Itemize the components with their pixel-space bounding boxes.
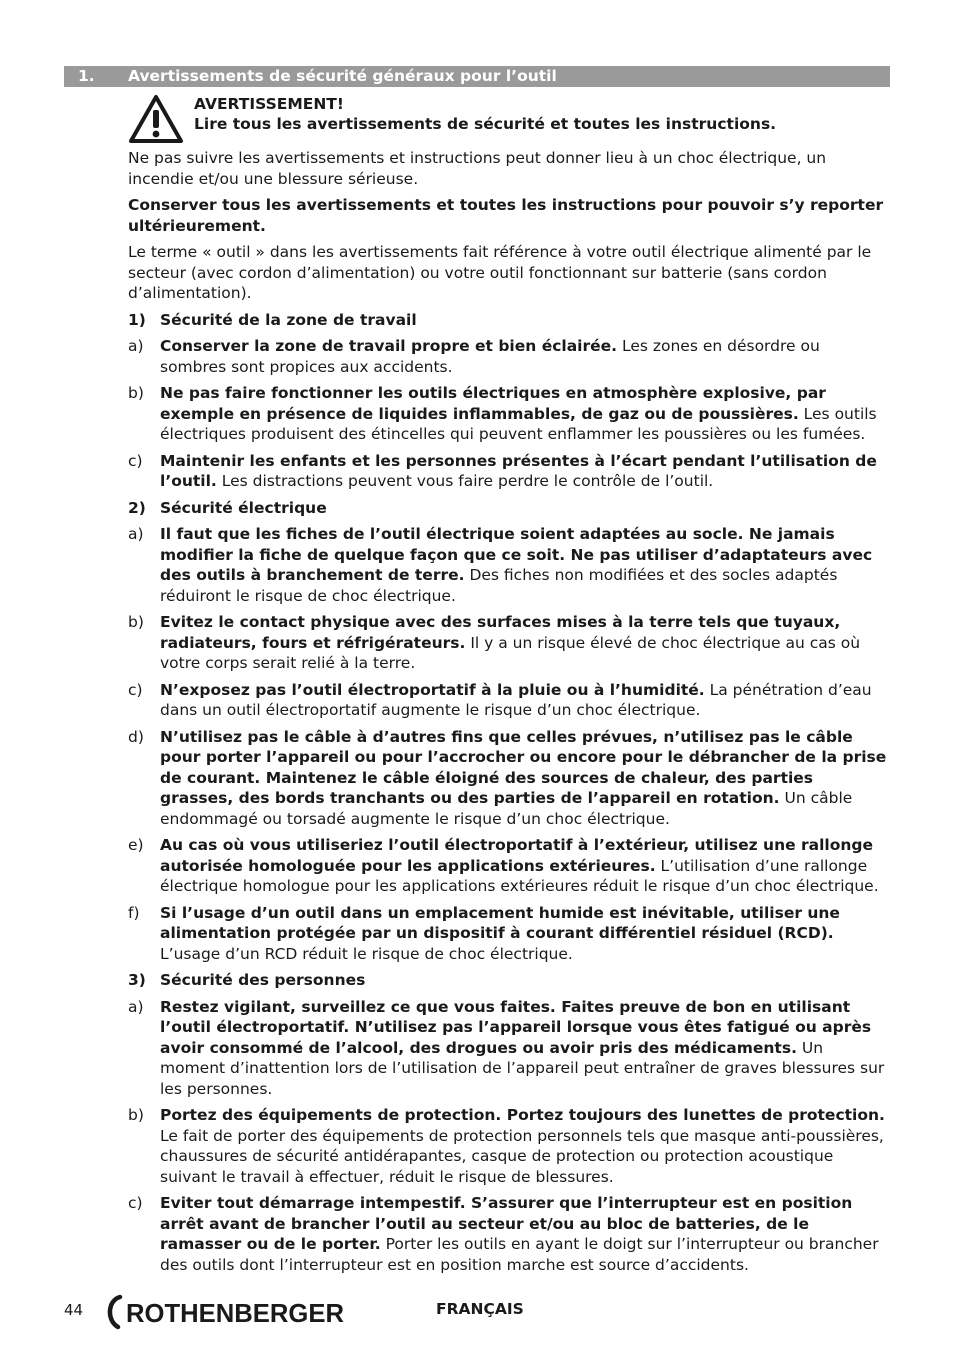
page-footer	[0, 1290, 954, 1340]
item-text: Porter les outils en ayant le doigt sur l’interrupteur ou brancher des outils dont l’interrupteur est en position marche est source d’accidents.	[160, 1235, 879, 1274]
item-text: L’usage d’un RCD réduit le risque de choc électrique.	[160, 944, 573, 963]
item-text: Un câble endommagé ou torsadé augmente le risque d’un choc électrique.	[160, 789, 853, 828]
list-item	[128, 524, 890, 606]
item-text: Les zones en désordre ou sombres sont propices aux accidents.	[160, 337, 820, 376]
item-text: La pénétration d’eau dans un outil électroportatif augmente le risque d’un choc électrique.	[160, 680, 872, 719]
list-item	[128, 336, 890, 377]
item-bold-text: N’utilisez pas le câble à d’autres fins que celles prévues, n’utilisez pas le câble pour porter l’appareil ou pour l’accrocher ou encore pour le débrancher de la prise de courant. Maintenez le câble éloigné des sources de chaleur, des parties grasses, des bords tranchants ou des parties de l’appareil en rotation.	[160, 727, 887, 807]
list-item	[128, 835, 890, 897]
warning-triangle-icon	[128, 94, 184, 144]
list-item	[128, 451, 890, 492]
section-heading: Sécurité électrique	[160, 498, 327, 517]
item-letter: f)	[128, 903, 140, 922]
item-letter: a)	[128, 525, 144, 543]
list-item	[128, 1193, 890, 1275]
language-label: FRANÇAIS	[436, 1300, 524, 1318]
list-item	[128, 997, 890, 1100]
item-letter: c)	[128, 1194, 143, 1212]
item-letter: b)	[128, 613, 144, 631]
item-text: Il y a un risque élevé de choc électrique au cas où votre corps serait relié à la terre.	[160, 633, 861, 672]
item-bold-text: Si l’usage d’un outil dans un emplacement humide est inévitable, utiliser une alimentation protégée par un dispositif à courant différentiel résiduel (RCD).	[160, 903, 840, 942]
item-bold-text: Conserver la zone de travail propre et bien éclairée.	[160, 337, 618, 355]
section-work-area	[128, 310, 890, 331]
logo-text: ROTHENBERGER	[126, 1298, 345, 1328]
page-number: 44	[64, 1301, 84, 1319]
warning-block	[194, 94, 884, 134]
item-bold-text: Evitez le contact physique avec des surfaces mises à la terre tels que tuyaux, radiateurs, fours et réfrigérateurs.	[160, 613, 841, 652]
rothenberger-logo	[104, 1294, 349, 1330]
section-heading: Sécurité des personnes	[160, 971, 366, 989]
list-item	[128, 680, 890, 721]
main-content	[128, 148, 890, 1281]
item-text: Les distractions peuvent vous faire perdre le contrôle de l’outil.	[216, 472, 714, 490]
item-text: Les outils électriques produisent des étincelles qui peuvent enflammer les poussières ou les fumées.	[160, 404, 877, 443]
item-bold-text: Au cas où vous utiliseriez l’outil électroportatif à l’extérieur, utilisez une rallonge autorisée homologuée pour les applications extérieures.	[160, 836, 874, 875]
item-bold-text: Ne pas faire fonctionner les outils électriques en atmosphère explosive, par exemple en présence de liquides inflammables, de gaz ou de poussières.	[160, 384, 826, 423]
list-item	[128, 383, 890, 445]
item-letter: e)	[128, 836, 144, 854]
section-header-bar	[64, 66, 890, 87]
section-title: Avertissements de sécurité généraux pour l’outil	[128, 67, 557, 85]
item-letter: c)	[128, 451, 143, 470]
item-bold-text: Il faut que les fiches de l’outil électrique soient adaptées au socle. Ne jamais modifier la fiche de quelque façon que ce soit. Ne pas utiliser d’adaptateurs avec des outils à branchement de terre.	[160, 525, 873, 584]
item-letter: d)	[128, 727, 144, 746]
list-item	[128, 612, 890, 674]
item-letter: a)	[128, 997, 144, 1016]
item-text: L’utilisation d’une rallonge électrique homologue pour les applications extérieures réduit le risque d’un choc électrique.	[160, 856, 879, 895]
warning-title: AVERTISSEMENT!	[194, 95, 344, 113]
section-number: 2)	[128, 498, 146, 517]
section-personal-safety	[128, 970, 890, 991]
section-number: 1.	[78, 67, 95, 85]
item-bold-text: Restez vigilant, surveillez ce que vous faites. Faites preuve de bon en utilisant l’outil électroportatif. N’utilisez pas l’appareil lorsque vous êtes fatigué ou après avoir consommé de l’alcool, des drogues ou avoir pris des médicaments.	[160, 997, 872, 1057]
intro-paragraph-2: Conserver tous les avertissements et toutes les instructions pour pouvoir s’y reporter ultérieurement.	[128, 196, 884, 235]
item-bold-text: Eviter tout démarrage intempestif. S’assurer que l’interrupteur est en position arrêt avant de brancher l’outil au secteur et/ou au bloc de batteries, de le ramasser ou de le porter.	[160, 1194, 853, 1253]
item-letter: b)	[128, 384, 144, 402]
section-heading: Sécurité de la zone de travail	[160, 310, 417, 329]
item-bold-text: N’exposez pas l’outil électroportatif à la pluie ou à l’humidité.	[160, 680, 705, 699]
item-letter: b)	[128, 1106, 144, 1124]
intro-paragraph-3: Le terme « outil » dans les avertissements fait référence à votre outil électrique alimenté par le secteur (avec cordon d’alimentation) ou votre outil fonctionnant sur batterie (sans cordon d’alimentation).	[128, 243, 872, 302]
warning-subtitle: Lire tous les avertissements de sécurité et toutes les instructions.	[194, 115, 777, 133]
item-bold-text: Maintenir les enfants et les personnes présentes à l’écart pendant l’utilisation de l’outil.	[160, 451, 877, 490]
list-item	[128, 1105, 890, 1187]
item-text: Des fiches non modifiées et des socles adaptés réduiront le risque de choc électrique.	[160, 566, 838, 605]
item-letter: c)	[128, 680, 143, 699]
item-text: Le fait de porter des équipements de protection personnels tels que masque anti-poussières, chaussures de sécurité antidérapantes, casque de protection ou protection acoustique suivant le travail à effectuer, réduit le risque de blessures.	[160, 1126, 884, 1186]
section-electrical	[128, 498, 890, 519]
section-number: 1)	[128, 310, 146, 329]
intro-paragraph-1: Ne pas suivre les avertissements et instructions peut donner lieu à un choc électrique, un incendie et/ou une blessure sérieuse.	[128, 149, 827, 188]
item-bold-text: Portez des équipements de protection. Portez toujours des lunettes de protection.	[160, 1106, 885, 1124]
item-letter: a)	[128, 337, 144, 355]
item-text: Un moment d’inattention lors de l’utilisation de l’appareil peut entraîner de graves blessures sur les personnes.	[160, 1038, 885, 1098]
list-item	[128, 903, 890, 965]
list-item	[128, 727, 890, 830]
section-number: 3)	[128, 971, 146, 989]
